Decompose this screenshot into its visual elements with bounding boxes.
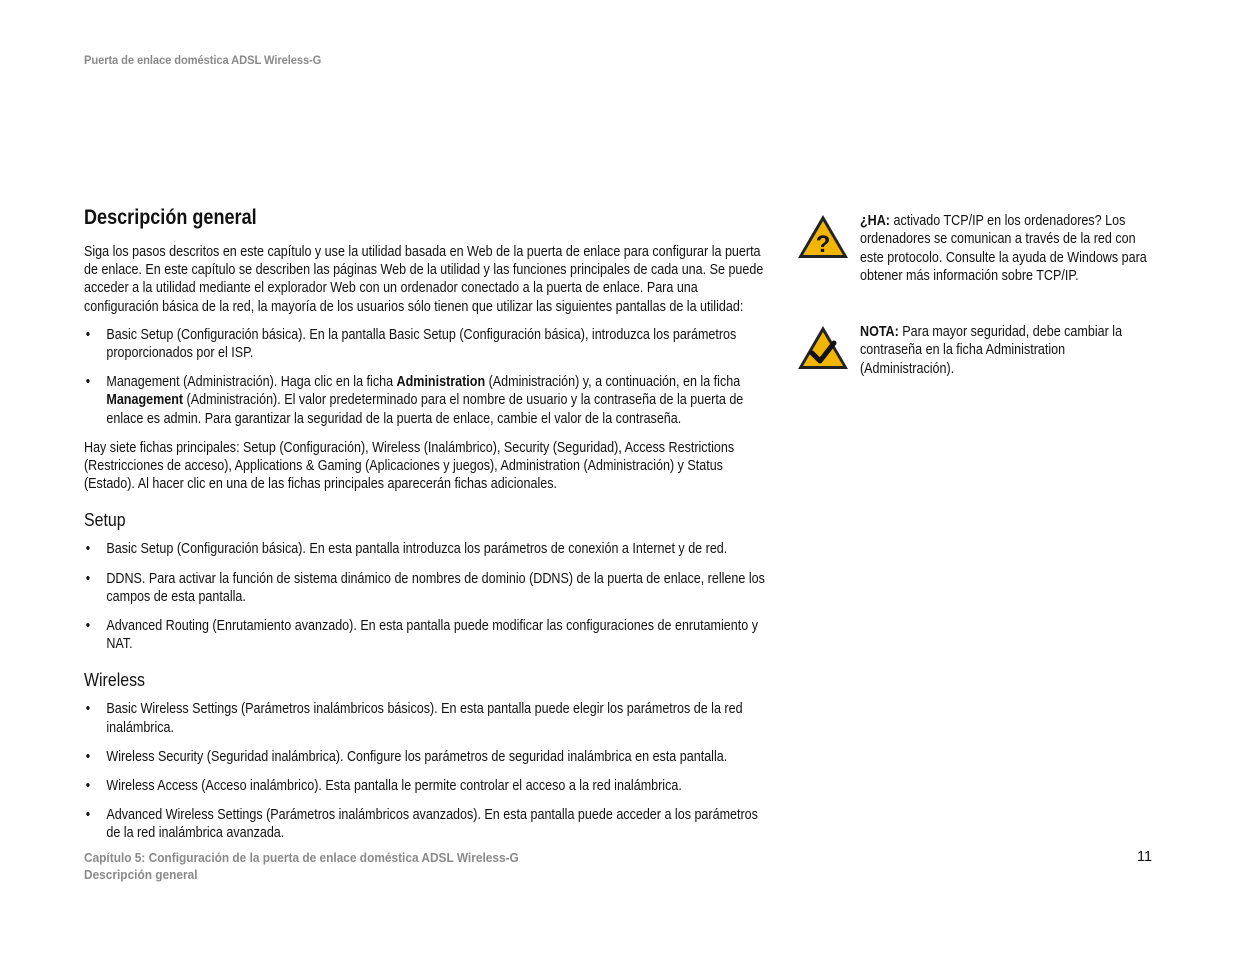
note-text: activado TCP/IP en los ordenadores? Los ordenadores se comunican a través de la red con este protocolo. Consulte la ayuda de Windows para obtener más información sobre TCP/IP. <box>860 213 1147 285</box>
main-content <box>84 206 764 854</box>
footer <box>84 850 519 884</box>
list-item: • Basic Setup (Configuración básica). En esta pantalla introduzca los parámetros de conexión a Internet y de red. <box>84 540 765 558</box>
bold-term: Administration <box>396 374 486 391</box>
intro-paragraph: Siga los pasos descritos en este capítulo y use la utilidad basada en Web de la puerta de enlace para configurar la puerta de enlace. En este capítulo se describen las páginas Web de la utilidad y las funciones principales de cada una. Se puede acceder a la utilidad mediante el explorador Web con un ordenador conectado a la puerta de enlace. Para una configuración básica de la red, la mayoría de los usuarios sólo tienen que utilizar las siguientes pantallas de la utilidad: <box>84 244 764 315</box>
list-item: • Basic Setup (Configuración básica). En la pantalla Basic Setup (Configuración básica), introduzca los parámetros proporcionados por el ISP. <box>84 326 765 362</box>
note-label: ¿HA: <box>860 213 890 229</box>
question-icon <box>796 212 850 260</box>
footer-chapter: Capítulo 5: Configuración de la puerta de enlace doméstica ADSL Wireless-G <box>84 851 519 865</box>
setup-heading: Setup <box>84 509 126 531</box>
list-item: • Wireless Security (Seguridad inalámbrica). Configure los parámetros de seguridad inalámbrica en esta pantalla. <box>84 748 765 766</box>
footer-section: Descripción general <box>84 868 198 882</box>
running-header: Puerta de enlace doméstica ADSL Wireless-G <box>84 53 322 67</box>
page-number: 11 <box>1137 849 1153 865</box>
checkmark-icon <box>796 323 850 371</box>
list-item: • DDNS. Para activar la función de sistema dinámico de nombres de dominio (DDNS) de la puerta de enlace, rellene los campos de esta pantalla. <box>84 570 765 606</box>
list-item: • Advanced Routing (Enrutamiento avanzado). En esta pantalla puede modificar las configuraciones de enrutamiento y NAT. <box>84 617 765 653</box>
tabs-paragraph: Hay siete fichas principales: Setup (Configuración), Wireless (Inalámbrico), Security (Seguridad), Access Restrictions (Restricciones de acceso), Applications & Gaming (Aplicaciones y juegos), Administration (Administración) y Status (Estado). Al hacer clic en una de las fichas principales aparecerán fichas adicionales. <box>84 439 735 493</box>
note-text: Para mayor seguridad, debe cambiar la contraseña en la ficha Administration (Administración). <box>860 324 1123 377</box>
list-item: • Basic Wireless Settings (Parámetros inalámbricos básicos). En esta pantalla puede elegir los parámetros de la red inalámbrica. <box>84 700 765 736</box>
bold-term: Management <box>106 392 184 409</box>
wireless-list <box>84 700 765 842</box>
setup-list <box>84 540 765 653</box>
list-item: • Wireless Access (Acceso inalámbrico). Esta pantalla le permite controlar el acceso a la red inalámbrica. <box>84 777 765 795</box>
list-item: • Management (Administración). Haga clic en la ficha Administration (Administración) y, a continuación, en la ficha Management (Administración). El valor predeterminado para el nombre de usuario y la contraseña de la puerta de enlace es admin. Para garantizar la seguridad de la puerta de enlace, cambie el valor de la contraseña. <box>84 373 765 428</box>
basic-screens-list <box>84 326 765 428</box>
section-heading: Descripción general <box>84 206 257 229</box>
note-label: NOTA: <box>860 324 899 340</box>
svg-text:?: ? <box>815 231 831 258</box>
wireless-heading: Wireless <box>84 669 145 691</box>
list-item: • Advanced Wireless Settings (Parámetros inalámbricos avanzados). En esta pantalla puede acceder a los parámetros de la red inalámbrica avanzada. <box>84 806 765 842</box>
